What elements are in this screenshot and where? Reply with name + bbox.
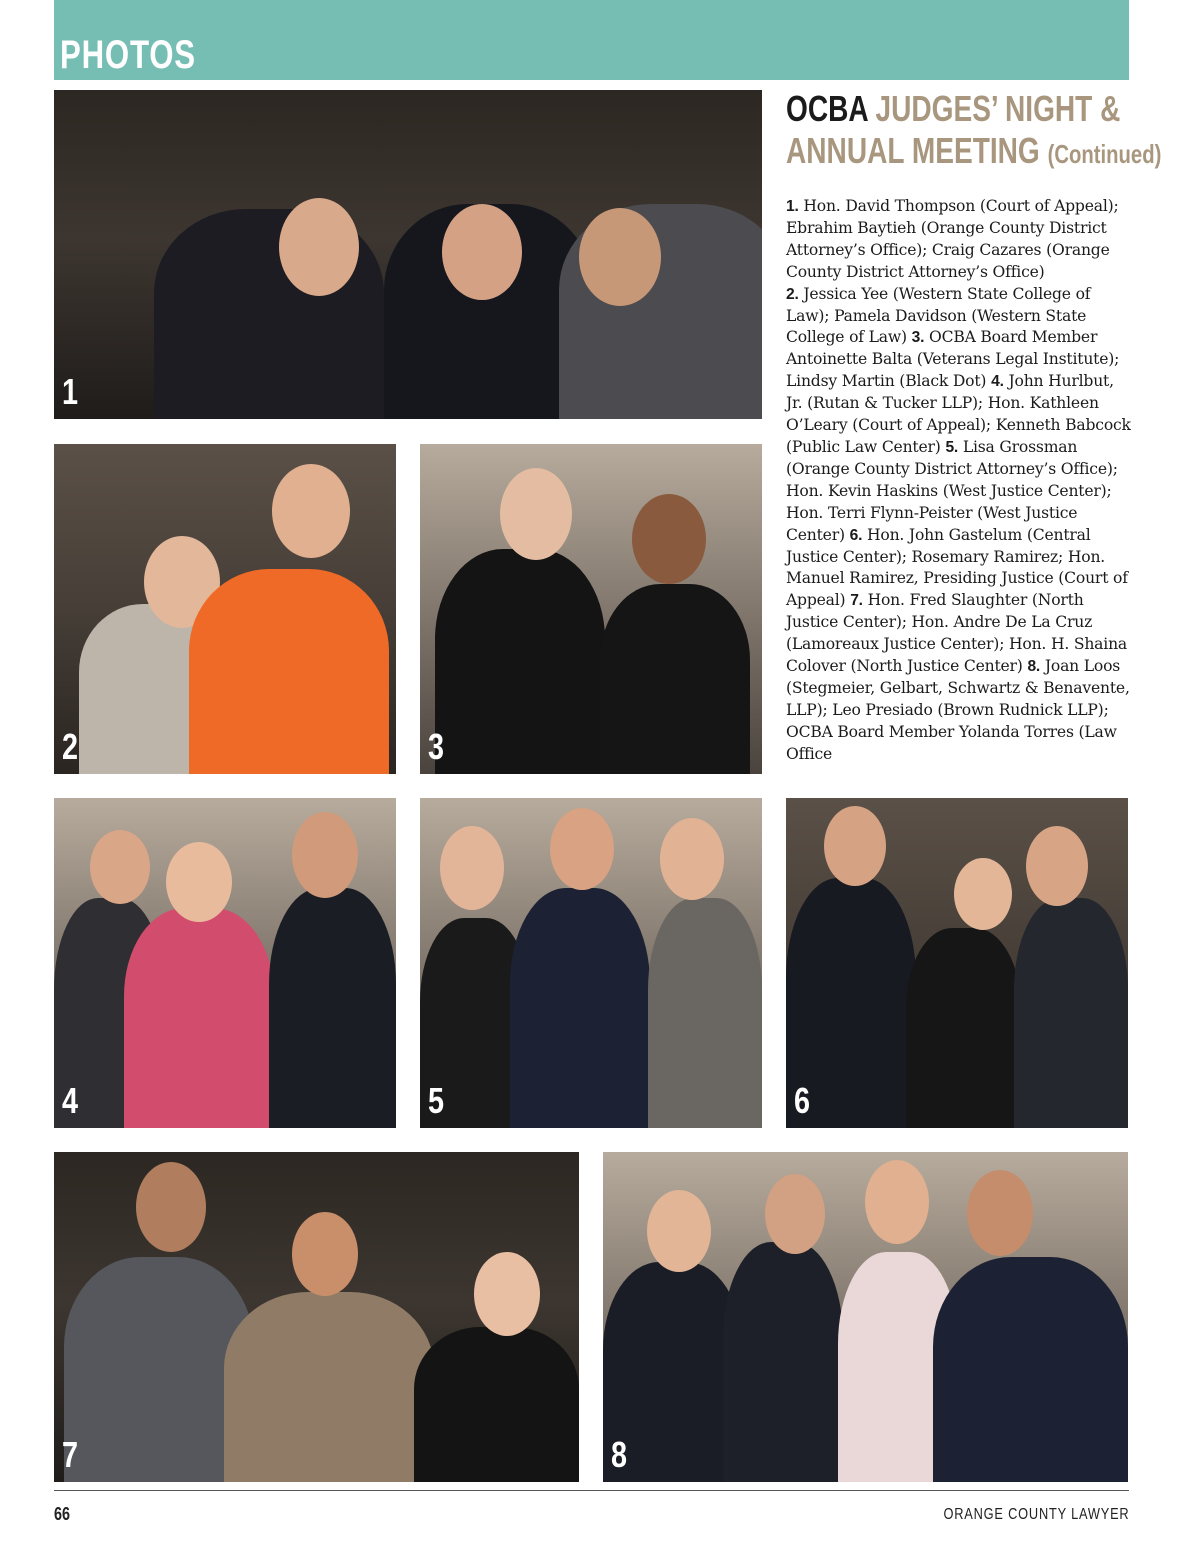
- title-main-line2: ANNUAL MEETING: [786, 130, 1040, 171]
- caption-text: Hon. David Thompson (Court of Appeal); Ebrahim Baytieh (Orange County District Attorney’s Office); Craig Cazares (Orange County District Attorney’s Office): [786, 197, 1119, 281]
- article-title: [786, 88, 1162, 175]
- photo-5: [420, 798, 762, 1128]
- photo-number: 7: [62, 1434, 79, 1475]
- photo-number: 4: [62, 1080, 79, 1121]
- photo-number: 1: [62, 371, 79, 412]
- caption-number: 1.: [786, 198, 799, 215]
- photo-8: [603, 1152, 1128, 1482]
- caption-number: 5.: [945, 438, 959, 456]
- caption-number: 2.: [786, 285, 799, 303]
- caption-number: 7.: [850, 592, 863, 610]
- caption-number: 6.: [849, 526, 863, 544]
- photo-6: [786, 798, 1128, 1128]
- publication-name: ORANGE COUNTY LAWYER: [943, 1506, 1129, 1523]
- photo-7: [54, 1152, 579, 1482]
- caption-number: 4.: [991, 373, 1004, 391]
- caption-text: Lisa Grossman (Orange County District Attorney’s Office); Hon. Kevin Haskins (West Justice Center); Hon. Terri Flynn-Peister (West Justice Center): [786, 437, 1118, 544]
- caption-text: Joan Loos (Stegmeier, Gelbart, Schwartz & Benavente, LLP); Leo Presiado (Brown Rudnick LLP); OCBA Board Member Yolanda Torres (Law Office: [786, 657, 1130, 763]
- title-continued: (Continued): [1047, 139, 1162, 169]
- page-number: 66: [54, 1504, 71, 1524]
- caption-text: OCBA Board Member Antoinette Balta (Veterans Legal Institute); Lindsy Martin (Black Dot): [786, 328, 1120, 391]
- photo-3: [420, 444, 762, 774]
- caption-text: Hon. Fred Slaughter (North Justice Center); Hon. Andre De La Cruz (Lamoreaux Justice Center); Hon. H. Shaina Colover (North Justice Center): [786, 591, 1128, 676]
- photo-4: [54, 798, 396, 1128]
- photo-number: 5: [428, 1080, 445, 1121]
- photo-number: 2: [62, 726, 79, 767]
- photo-1: [54, 90, 762, 419]
- photo-2: [54, 444, 396, 774]
- footer-rule: [54, 1490, 1129, 1491]
- caption-number: 3.: [911, 329, 925, 347]
- title-org: OCBA: [786, 88, 868, 129]
- caption-number: 8.: [1027, 658, 1041, 676]
- caption-text: Hon. John Gastelum (Central Justice Center); Rosemary Ramirez; Hon. Manuel Ramirez, Presiding Justice (Court of Appeal): [786, 525, 1128, 610]
- section-label: PHOTOS: [60, 33, 196, 77]
- photo-number: 8: [611, 1434, 628, 1475]
- photo-number: 6: [794, 1080, 811, 1121]
- title-main-line1: JUDGES’ NIGHT &: [875, 88, 1121, 129]
- caption-text: Jessica Yee (Western State College of Law); Pamela Davidson (Western State College of Law): [786, 284, 1091, 347]
- caption-text: John Hurlbut, Jr. (Rutan & Tucker LLP); Hon. Kathleen O’Leary (Court of Appeal); Kenneth Babcock (Public Law Center): [786, 372, 1131, 456]
- photo-captions: [786, 196, 1131, 766]
- section-header-band: [54, 0, 1129, 80]
- photo-number: 3: [428, 726, 445, 767]
